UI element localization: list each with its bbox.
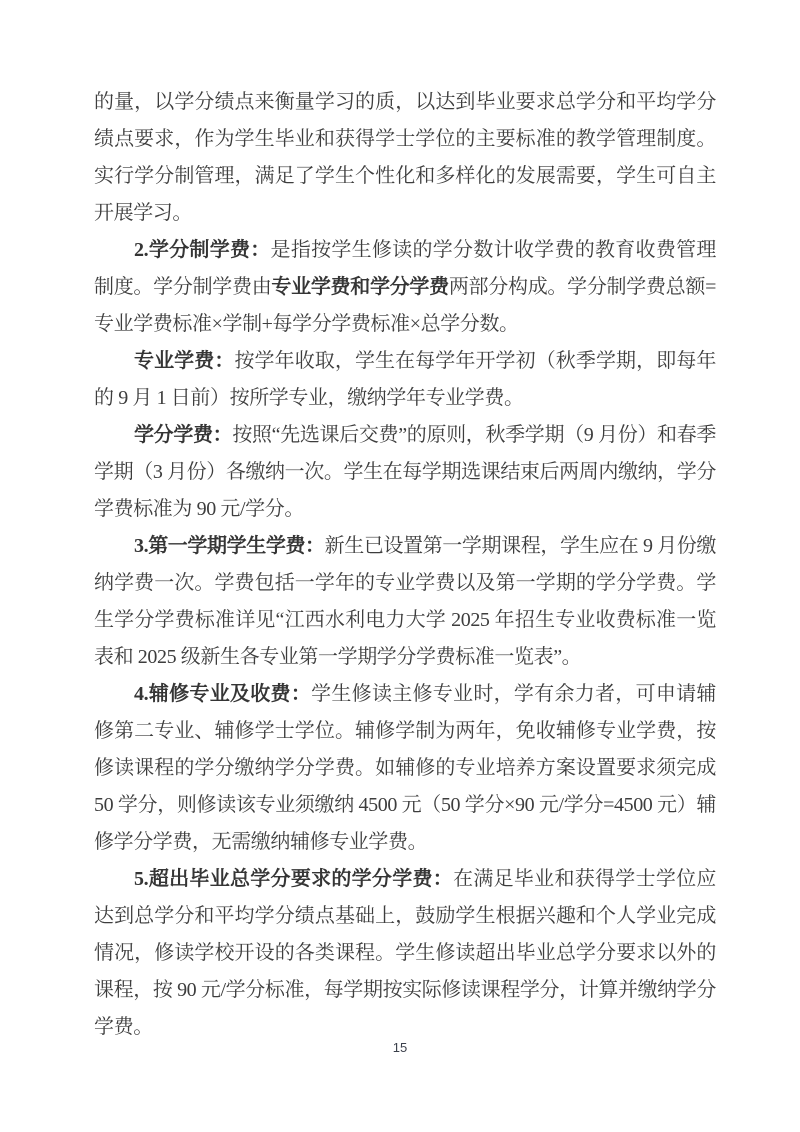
body-text: 学生修读主修专业时，学有余力者，可申请辅修第二专业、辅修学士学位。辅修学制为两年，免收辅修专业学费，按修读课程的学分缴纳学分学费。如辅修的专业培养方案设置要求须完成 50 学分，则修读该专业须缴纳 4500 元（50 学分×90 元/学分=4500 元）辅修学分学费，无需缴纳辅修专业学费。 — [94, 683, 717, 853]
bold-heading-text: 专业学费和学分学费 — [271, 276, 449, 298]
body-text: 的量，以学分绩点来衡量学习的质，以达到毕业要求总学分和平均学分绩点要求，作为学生毕业和获得学士学位的主要标准的教学管理制度。实行学分制管理，满足了学生个性化和多样化的发展需要，学生可自主开展学习。 — [94, 91, 716, 224]
bold-heading-text: 5.超出毕业总学分要求的学分学费： — [134, 868, 454, 890]
paragraph-6 — [94, 676, 716, 861]
body-text: 新生已设置第一学期课程，学生应在 9 月份缴纳学费一次。学费包括一学年的专业学费以及第一学期的学分学费。学生学分学费标准详见“江西水利电力大学 2025 年招生专业收费标准一览表和 2025 级新生各专业第一学期学分学费标准一览表”。 — [94, 535, 716, 668]
body-text: 按学年收取，学生在每学年开学初（秋季学期，即每年的 9 月 1 日前）按所学专业，缴纳学年专业学费。 — [94, 350, 717, 409]
paragraph-2 — [94, 232, 716, 343]
body-text: 在满足毕业和获得学士学位应达到总学分和平均学分绩点基础上，鼓励学生根据兴趣和个人学业完成情况，修读学校开设的各类课程。学生修读超出毕业总学分要求以外的课程，按 90 元/学分标准，每学期按实际修读课程学分，计算并缴纳学分学费。 — [94, 868, 716, 1038]
bold-heading-text: 2.学分制学费： — [134, 239, 271, 261]
paragraph-5 — [94, 528, 716, 676]
bold-heading-text: 3.第一学期学生学费： — [134, 535, 325, 557]
paragraph-7 — [94, 861, 716, 1046]
bold-heading-text: 学分学费： — [134, 424, 233, 446]
document-body — [94, 84, 716, 1046]
paragraph-3 — [94, 343, 716, 417]
body-text: 是指按学生修读的学分数计收学费的教育收费管理制度。学分制学费由 — [94, 239, 716, 298]
page-number: 15 — [392, 1040, 408, 1055]
bold-heading-text: 专业学费： — [134, 350, 235, 372]
paragraph-4 — [94, 417, 716, 528]
body-text: 两部分构成。学分制学费总额=专业学费标准×学制+每学分学费标准×总学分数。 — [94, 276, 716, 335]
body-text: 按照“先选课后交费”的原则，秋季学期（9 月份）和春季学期（3 月份）各缴纳一次。学生在每学期选课结束后两周内缴纳，学分学费标准为 90 元/学分。 — [94, 424, 716, 520]
paragraph-1 — [94, 84, 716, 232]
bold-heading-text: 4.辅修专业及收费： — [134, 683, 312, 705]
